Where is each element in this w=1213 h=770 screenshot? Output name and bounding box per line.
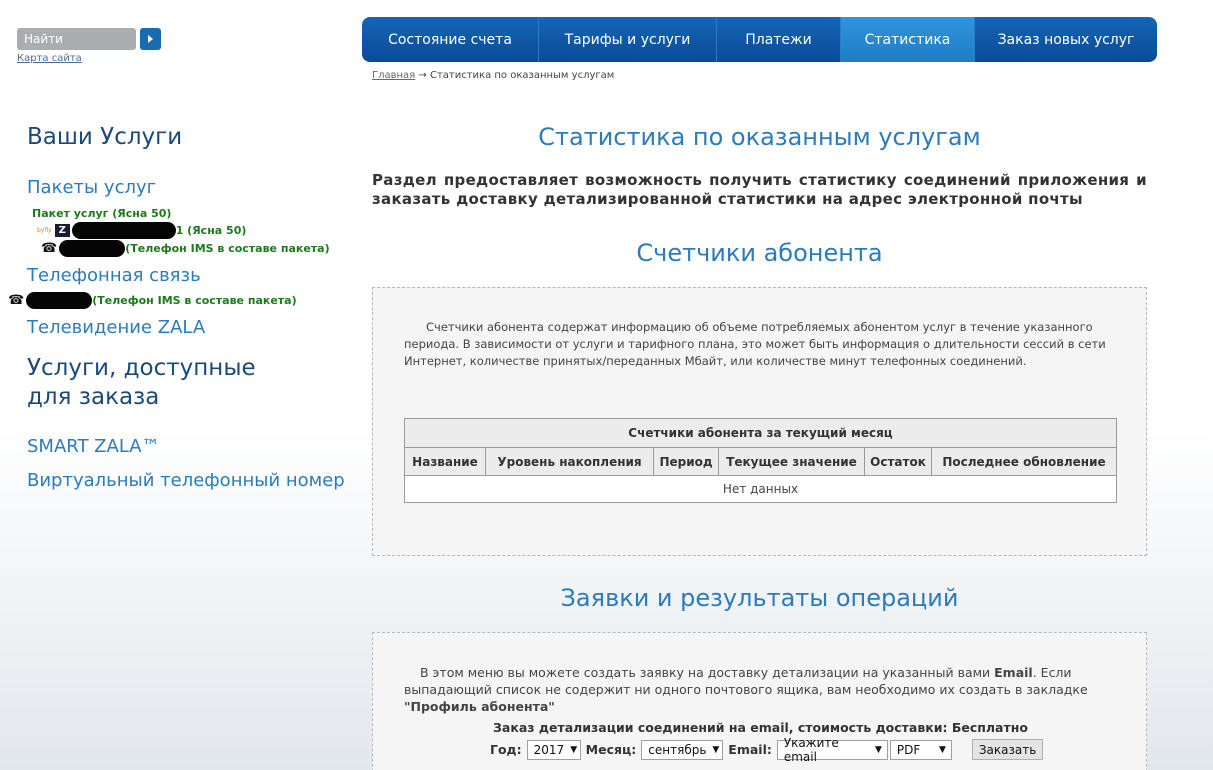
email-value: Укажите email bbox=[783, 735, 839, 764]
email-select[interactable] bbox=[777, 735, 888, 764]
counters-table bbox=[404, 418, 1117, 503]
redacted-account bbox=[72, 222, 176, 239]
search-button[interactable] bbox=[140, 28, 161, 50]
format-select[interactable] bbox=[890, 740, 952, 760]
dropdown-arrow-icon: ▼ bbox=[712, 744, 720, 755]
counters-panel bbox=[372, 287, 1147, 556]
sidebar-order-title-line1: Услуги, доступные bbox=[27, 355, 256, 381]
telephony-phone-label: (Телефон IMS в составе пакета) bbox=[92, 294, 297, 307]
intro-text: Раздел предоставляет возможность получить статистику соединений приложения и заказать доставку детализированной статистики на адрес электронной почты bbox=[372, 171, 1147, 208]
zala-logo-icon: Z bbox=[55, 224, 70, 237]
year-select[interactable] bbox=[527, 740, 581, 760]
year-value: 2017 bbox=[533, 742, 565, 757]
col-name: Название bbox=[405, 448, 486, 476]
col-last-update: Последнее обновление bbox=[932, 448, 1117, 476]
requests-email-word: Email bbox=[994, 665, 1033, 680]
main-nav bbox=[362, 17, 1157, 62]
col-level: Уровень накопления bbox=[486, 448, 654, 476]
col-period: Период bbox=[654, 448, 719, 476]
table-caption: Счетчики абонента за текущий месяц bbox=[405, 419, 1117, 448]
dropdown-arrow-icon: ▼ bbox=[570, 744, 578, 755]
requests-panel bbox=[372, 632, 1147, 770]
breadcrumb bbox=[372, 70, 614, 81]
sidebar-telephony-phone[interactable] bbox=[8, 292, 297, 309]
col-current: Текущее значение bbox=[719, 448, 865, 476]
sidebar-virtual-number-link[interactable]: Виртуальный телефонный номер bbox=[27, 470, 345, 491]
year-label: Год: bbox=[490, 742, 522, 757]
breadcrumb-current: Статистика по оказанным услугам bbox=[429, 70, 615, 81]
sidebar-order-title bbox=[27, 354, 256, 412]
month-select[interactable] bbox=[641, 740, 723, 760]
email-label: Email: bbox=[728, 742, 772, 757]
sidebar-package-phone[interactable] bbox=[41, 240, 330, 257]
nav-statistics[interactable]: Статистика bbox=[841, 17, 975, 62]
order-form bbox=[490, 735, 1043, 764]
requests-profile-link: "Профиль абонента" bbox=[404, 699, 555, 714]
sidebar-title: Ваши Услуги bbox=[27, 124, 183, 150]
dropdown-arrow-icon: ▼ bbox=[938, 744, 946, 755]
requests-text-part2: . Если выпадающий список не содержит ни одного почтового ящика, вам необходимо их создать в закладке bbox=[404, 665, 1088, 697]
redacted-phone bbox=[59, 240, 125, 257]
counters-description: Счетчики абонента содержат информацию об объеме потребляемых абонентом услуг в течение указанного периода. В зависимости от услуги и тарифного плана, это может быть информация о длительности сессий в сети Интернет, количестве принятых/переданных Мбайт, или количестве минут телефонных соединений. bbox=[404, 320, 1106, 368]
order-title: Заказ детализации соединений на email, стоимость доставки: Бесплатно bbox=[493, 720, 1028, 735]
format-value: PDF bbox=[896, 742, 921, 757]
counters-title: Счетчики абонента bbox=[636, 239, 883, 267]
package-phone-label: (Телефон IMS в составе пакета) bbox=[125, 242, 330, 255]
sidebar-tv-link[interactable]: Телевидение ZALA bbox=[27, 317, 206, 338]
byfly-logo: byfly bbox=[37, 227, 52, 234]
requests-description bbox=[404, 664, 1117, 715]
nav-tariffs[interactable]: Тарифы и услуги bbox=[539, 17, 717, 62]
sidebar-packages-link[interactable]: Пакеты услуг bbox=[27, 177, 157, 198]
phone-icon: ☎ bbox=[41, 241, 58, 256]
breadcrumb-home[interactable]: Главная bbox=[372, 70, 416, 81]
package-internet-tail: 1 (Ясна 50) bbox=[175, 224, 247, 237]
sidebar-package-name[interactable]: Пакет услуг (Ясна 50) bbox=[32, 207, 172, 220]
breadcrumb-separator: → bbox=[418, 70, 427, 81]
sidebar-package-internet[interactable] bbox=[37, 222, 246, 239]
nav-account-status[interactable]: Состояние счета bbox=[362, 17, 539, 62]
search-input[interactable] bbox=[17, 28, 136, 50]
requests-text-part1: В этом меню вы можете создать заявку на доставку детализации на указанный вами bbox=[420, 665, 991, 680]
sidebar-telephony-link[interactable]: Телефонная связь bbox=[27, 265, 201, 286]
nav-payments[interactable]: Платежи bbox=[717, 17, 841, 62]
phone-icon: ☎ bbox=[8, 293, 25, 308]
nav-order-services[interactable]: Заказ новых услуг bbox=[997, 31, 1135, 48]
sidebar-order-title-line2: для заказа bbox=[27, 384, 160, 410]
month-value: сентябрь bbox=[648, 742, 707, 757]
col-remainder: Остаток bbox=[865, 448, 932, 476]
arrow-right-icon bbox=[148, 35, 153, 43]
table-empty-row: Нет данных bbox=[405, 476, 1117, 503]
order-submit-button[interactable]: Заказать bbox=[972, 739, 1043, 760]
dropdown-arrow-icon: ▼ bbox=[874, 744, 882, 755]
sitemap-link[interactable]: Карта сайта bbox=[17, 53, 82, 64]
month-label: Месяц: bbox=[585, 742, 637, 757]
redacted-phone bbox=[26, 292, 92, 309]
requests-title: Заявки и результаты операций bbox=[560, 584, 959, 612]
page-title: Статистика по оказанным услугам bbox=[538, 123, 981, 151]
sidebar-smart-zala-link[interactable]: SMART ZALA™ bbox=[27, 436, 160, 457]
